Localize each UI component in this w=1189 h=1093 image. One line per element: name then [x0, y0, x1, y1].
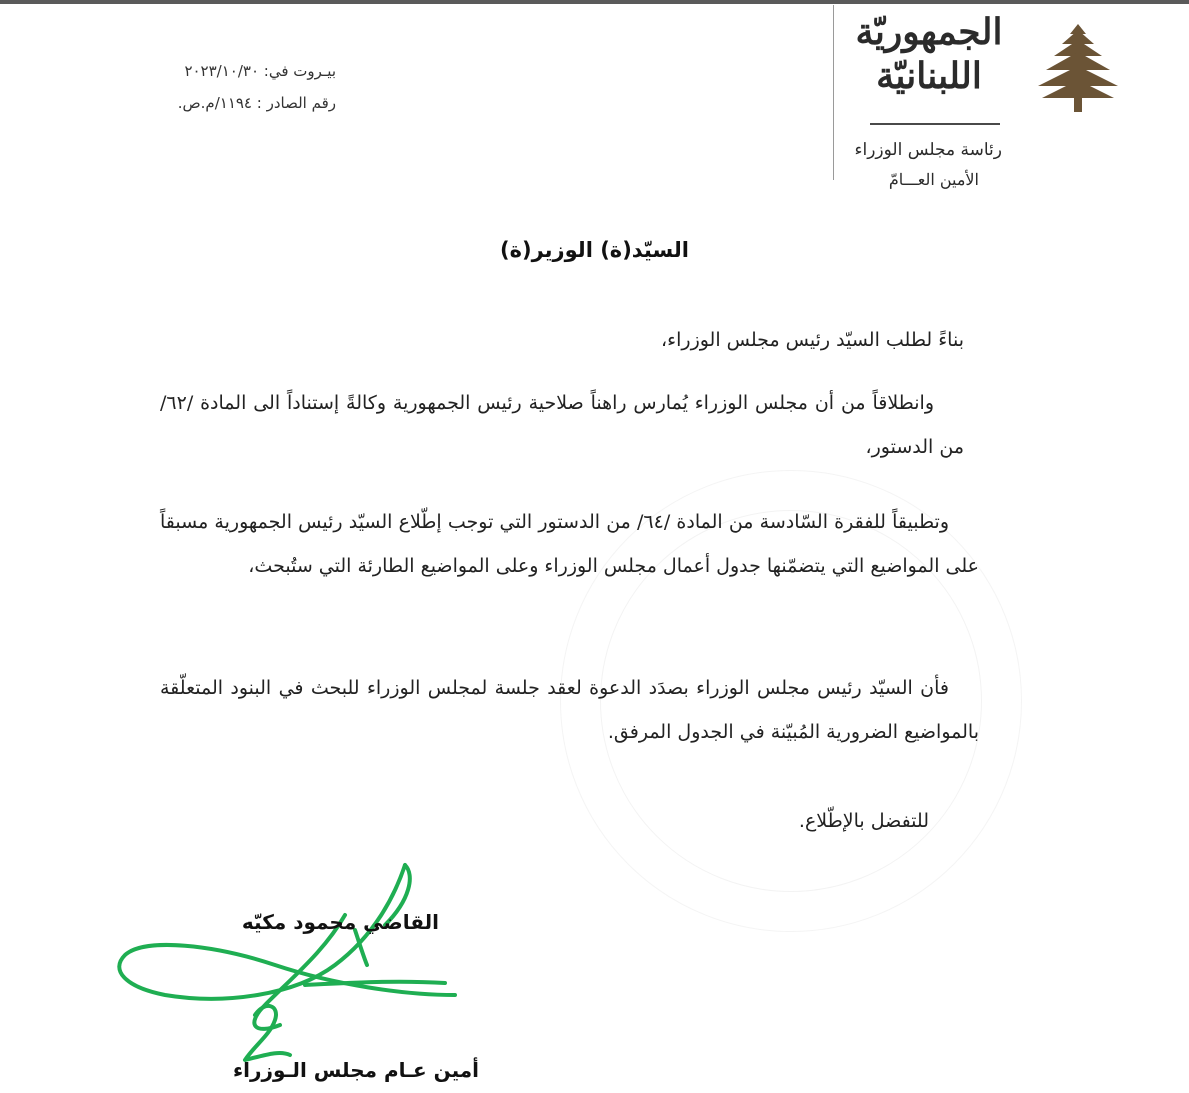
reference-number: رقم الصادر : ١١٩٤/م.ص. — [177, 94, 336, 112]
letterhead-divider — [833, 5, 834, 180]
closing-line: للتفضل بالإطّلاع. — [798, 810, 929, 832]
signatory-name: القاضي محمود مكيّه — [241, 910, 439, 934]
paragraph-1: بناءً لطلب السيّد رئيس مجلس الوزراء، — [661, 329, 964, 351]
signatory-title: أمين عـام مجلس الـوزراء — [232, 1058, 479, 1082]
salutation: السيّد(ة) الوزير(ة) — [500, 238, 689, 262]
emblem-title — [854, 10, 1004, 98]
handwritten-signature — [105, 855, 485, 1085]
cedar-tree-icon — [1030, 20, 1126, 116]
emblem-title-line2: اللبنانيّة — [876, 55, 982, 97]
office-name: رئاسة مجلس الوزراء — [854, 140, 1002, 160]
letterhead-rule — [870, 123, 1000, 125]
emblem-title-line1: الجمهوريّة — [855, 11, 1003, 53]
letter-date: بيـروت في: ٢٠٢٣/١٠/٣٠ — [184, 62, 336, 80]
paragraph-2: وانطلاقاً من أن مجلس الوزراء يُمارس راهناً صلاحية رئيس الجمهورية وكالةً إستناداً الى المادة /٦٢/ من الدستور، — [160, 392, 964, 458]
office-subtitle: الأمين العـــامّ — [888, 170, 979, 189]
window-top-border — [0, 0, 1189, 4]
paragraph-3: وتطبيقاً للفقرة السّادسة من المادة /٦٤/ من الدستور التي توجب إطّلاع السيّد رئيس الجمهورية مسبقاً على المواضيع التي يتضمّنها جدول أعمال مجلس الوزراء وعلى المواضيع الطارئة التي ستُبحث، — [160, 511, 979, 577]
paragraph-4: فأن السيّد رئيس مجلس الوزراء بصدَد الدعوة لعقد جلسة لمجلس الوزراء للبحث في البنود المتعلّقة بالمواضيع الضرورية المُبيّنة في الجدول المرفق. — [160, 677, 979, 743]
